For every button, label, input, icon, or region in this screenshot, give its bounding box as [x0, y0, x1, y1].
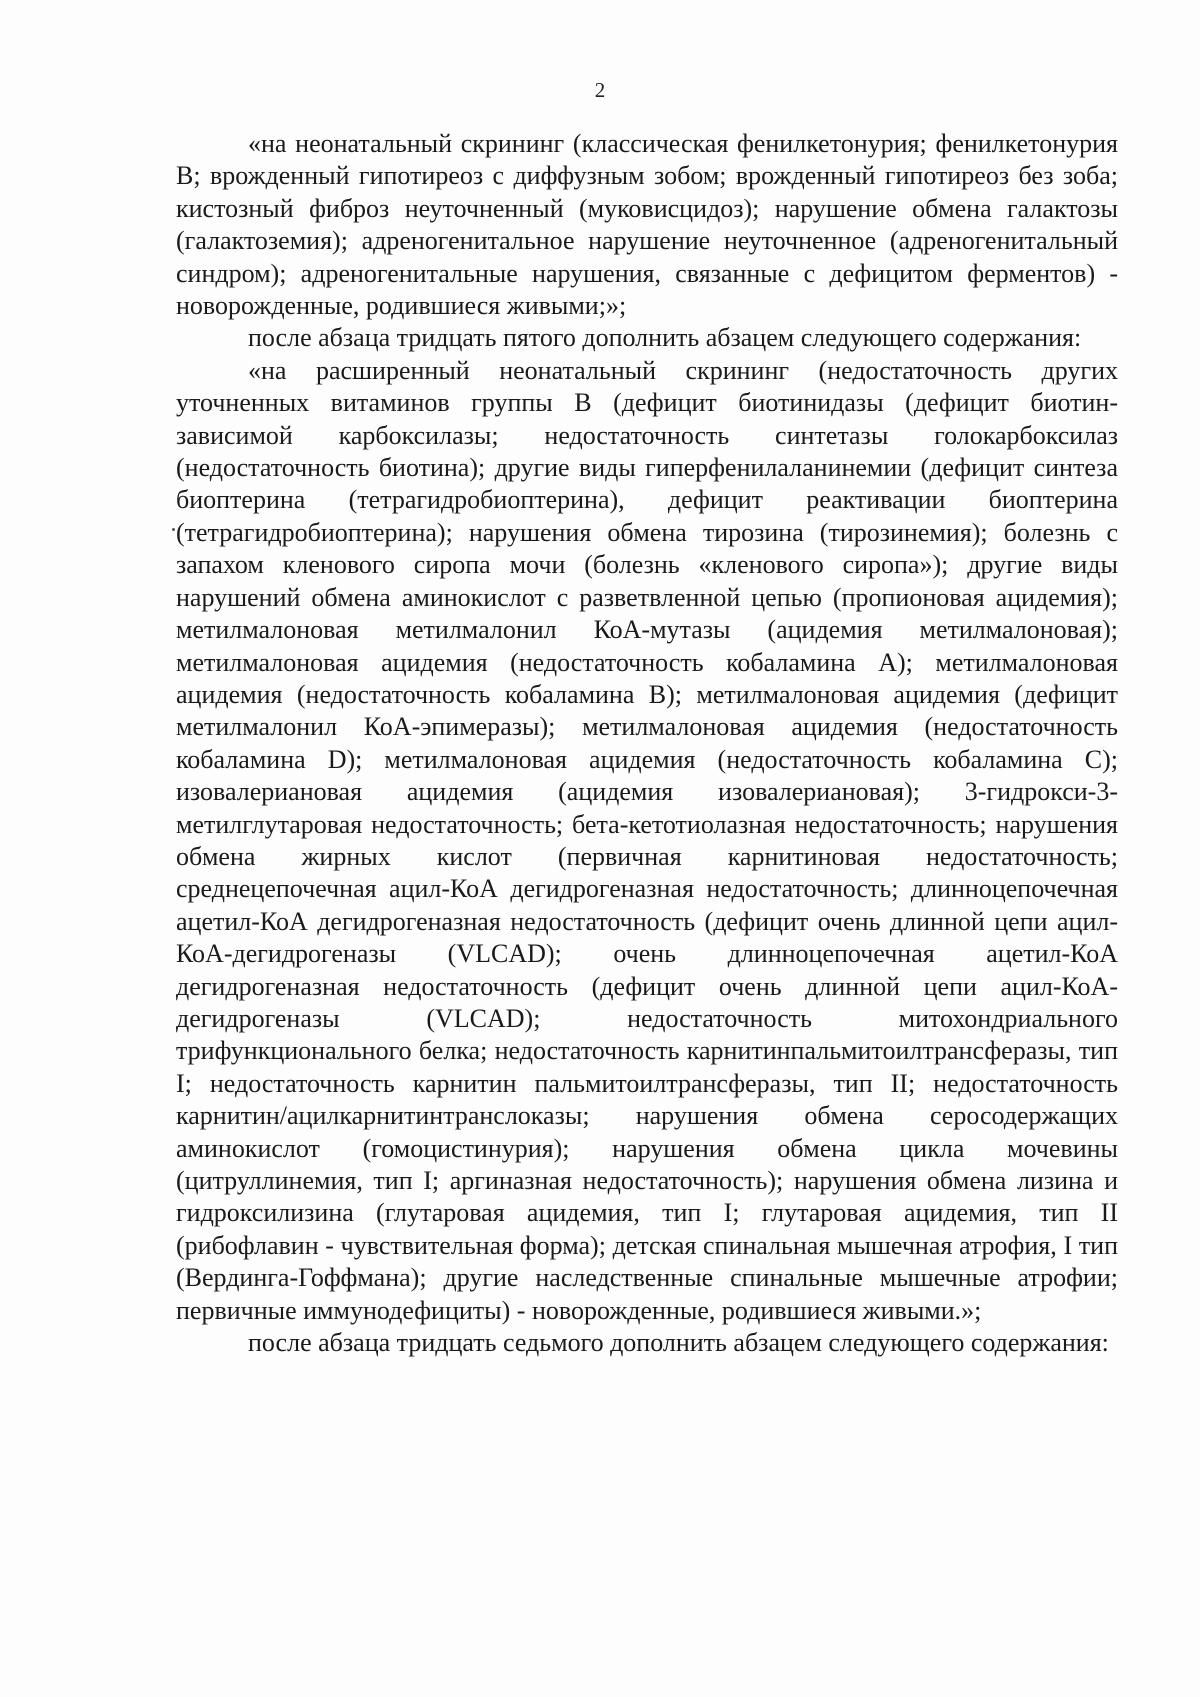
page-number: 2	[594, 78, 606, 102]
paragraph-extended-neonatal-screening: «на расширенный неонатальный скрининг (недостаточность других уточненных витаминов группы В (дефицит биотинидазы (дефицит биотин-зависимой карбоксилазы; недостаточность синтетазы голокарбоксилаз (недостаточность биотина); другие виды гиперфенилаланинемии (дефицит синтеза биоптерина (тетрагидробиоптерина), дефицит реактивации биоптерина (тетрагидробиоптерина); нарушения обмена тирозина (тирозинемия); болезнь с запахом кленового сиропа мочи (болезнь «кленового сиропа»); другие виды нарушений обмена аминокислот с разветвленной цепью (пропионовая ацидемия); метилмалоновая метилмалонил КоА-мутазы (ацидемия метилмалоновая); метилмалоновая ацидемия (недостаточность кобаламина А); метилмалоновая ацидемия (недостаточность кобаламина В); метилмалоновая ацидемия (дефицит метилмалонил КоА-эпимеразы); метилмалоновая ацидемия (недостаточность кобаламина D); метилмалоновая ацидемия (недостаточность кобаламина С); изовалериановая ацидемия (ацидемия изовалериановая); 3-гидрокси-3-метилглутаровая недостаточность; бета-кетотиолазная недостаточность; нарушения обмена жирных кислот (первичная карнитиновая недостаточность; среднецепочечная ацил-КоА дегидрогеназная недостаточность; длинноцепочечная ацетил-КоА дегидрогеназная недостаточность (дефицит очень длинной цепи ацил-КоА-дегидрогеназы (VLCAD); очень длинноцепочечная ацетил-КоА дегидрогеназная недостаточность (дефицит очень длинной цепи ацил-КоА-дегидрогеназы (VLCAD); недостаточность митохондриального трифункционального белка; недостаточность карнитинпальмитоилтрансферазы, тип I; недостаточность карнитин пальмитоилтрансферазы, тип II; недостаточность карнитин/ацилкарнитинтранслоказы; нарушения обмена серосодержащих аминокислот (гомоцистинурия); нарушения обмена цикла мочевины (цитруллинемия, тип I; аргиназная недостаточность); нарушения обмена лизина и гидроксилизина (глутаровая ацидемия, тип I; глутаровая ацидемия, тип II (рибофлавин - чувствительная форма); детская спинальная мышечная атрофия, I тип (Вердинга-Гоффмана); другие наследственные спинальные мышечные атрофии; первичные иммунодефициты) - новорожденные, родившиеся живыми.»;	[176, 355, 1118, 1325]
scan-speck	[172, 528, 175, 531]
document-body	[176, 128, 1118, 1359]
paragraph-after-35th: после абзаца тридцать пятого дополнить абзацем следующего содержания:	[248, 323, 1082, 353]
paragraph-neonatal-screening: «на неонатальный скрининг (классическая фенилкетонурия; фенилкетонурия В; врожденный гипотиреоз с диффузным зобом; врожденный гипотиреоз без зоба; кистозный фиброз неуточненный (муковисцидоз); нарушение обмена галактозы (галактоземия); адреногенитальное нарушение неуточненное (адреногенитальный синдром); адреногенитальные нарушения, связанные с дефицитом ферментов) - новорожденные, родившиеся живыми;»;	[176, 129, 1118, 321]
paragraph-after-37th: после абзаца тридцать седьмого дополнить абзацем следующего содержания:	[248, 1328, 1109, 1358]
